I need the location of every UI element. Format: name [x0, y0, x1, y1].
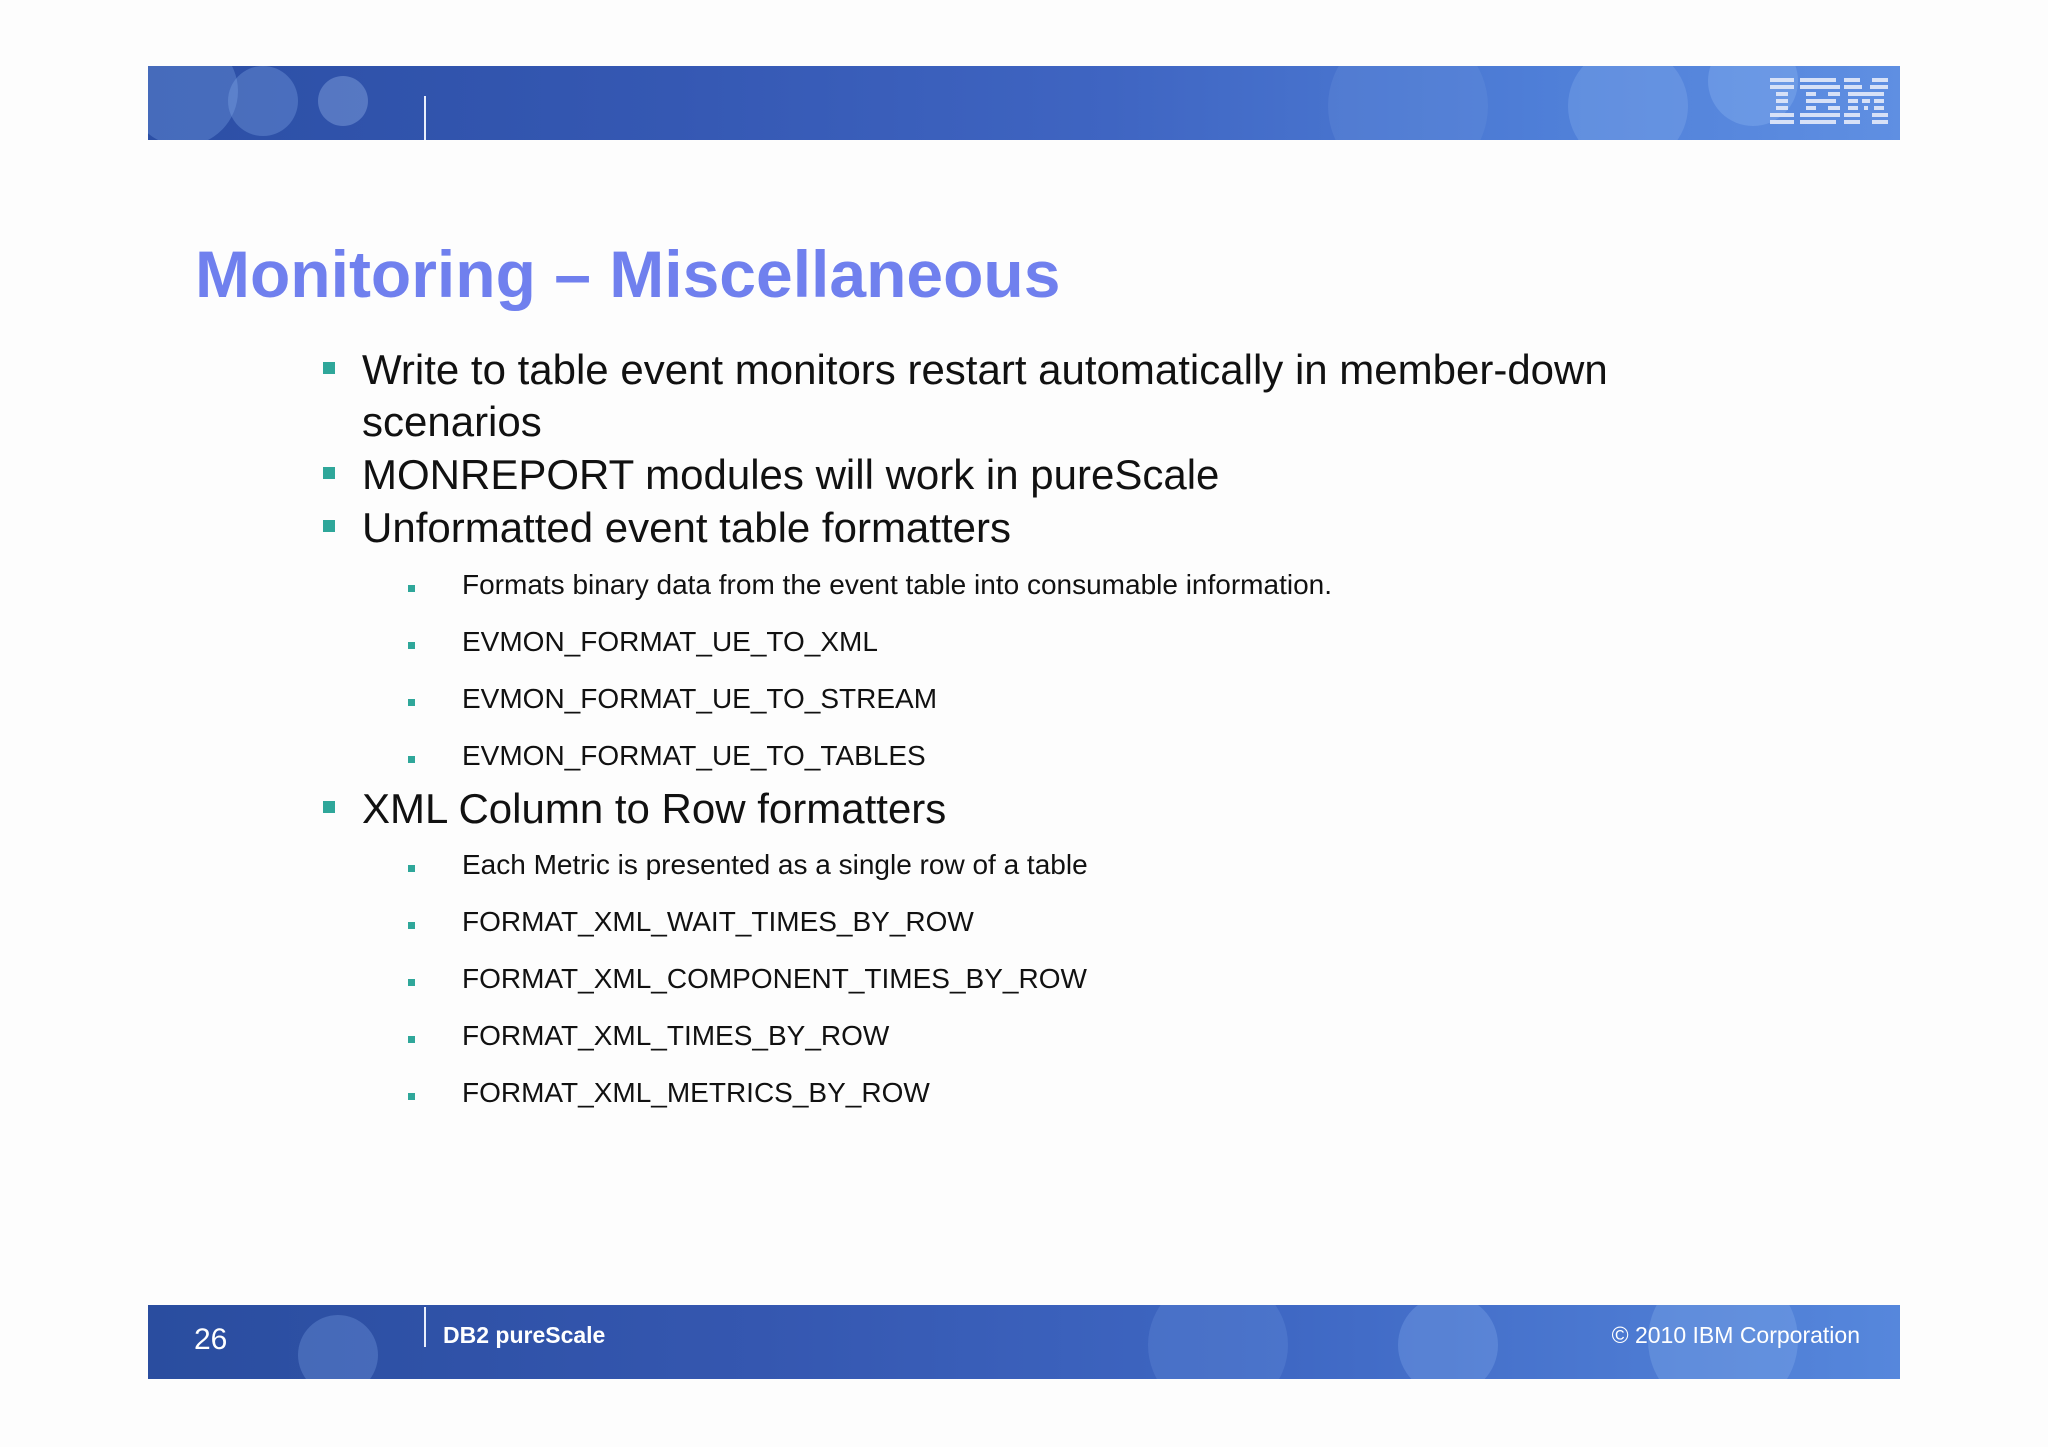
sub-bullet-text: FORMAT_XML_METRICS_BY_ROW [462, 1077, 930, 1108]
decorative-glow [1568, 66, 1688, 140]
sub-bullet-marker-icon [408, 585, 415, 592]
footer-product-label: DB2 pureScale [443, 1322, 606, 1348]
sub-bullet-text: EVMON_FORMAT_UE_TO_XML [462, 626, 878, 657]
decorative-glow [1398, 1305, 1498, 1379]
bullet-text: Unformatted event table formatters [362, 504, 1011, 551]
sub-bullet-text: Each Metric is presented as a single row of a table [462, 849, 1088, 880]
bullet-text: MONREPORT modules will work in pureScale [362, 451, 1220, 498]
sub-bullet-marker-icon [408, 922, 415, 929]
decorative-glow [298, 1315, 378, 1379]
page-number: 26 [194, 1323, 228, 1356]
sub-bullet-marker-icon [408, 756, 415, 763]
bullet-text: XML Column to Row formatters [362, 785, 947, 832]
footer-copyright: © 2010 IBM Corporation [1611, 1322, 1860, 1348]
decorative-glow [228, 66, 298, 136]
sub-bullet-text: FORMAT_XML_COMPONENT_TIMES_BY_ROW [462, 963, 1087, 994]
sub-bullet-text: Formats binary data from the event table into consumable information. [462, 569, 1332, 600]
bullet-marker-icon [323, 467, 335, 479]
sub-bullet-text: EVMON_FORMAT_UE_TO_STREAM [462, 683, 938, 714]
footer-divider [424, 1307, 426, 1347]
bullet-marker-icon [323, 520, 335, 532]
sub-bullet-text: EVMON_FORMAT_UE_TO_TABLES [462, 740, 926, 771]
bullet-marker-icon [323, 362, 335, 374]
decorative-glow [148, 66, 238, 140]
decorative-glow [1148, 1305, 1288, 1379]
sub-bullet-marker-icon [408, 1093, 415, 1100]
sub-bullet-marker-icon [408, 642, 415, 649]
sub-bullet-text: FORMAT_XML_TIMES_BY_ROW [462, 1020, 890, 1051]
sub-bullet-marker-icon [408, 979, 415, 986]
header-band [148, 66, 1900, 140]
sub-bullet-marker-icon [408, 865, 415, 872]
sub-bullet-text: FORMAT_XML_WAIT_TIMES_BY_ROW [462, 906, 974, 937]
decorative-glow [318, 76, 368, 126]
header-divider [424, 96, 426, 140]
slide-title: Monitoring – Miscellaneous [195, 237, 1061, 311]
sub-bullet-marker-icon [408, 699, 415, 706]
sub-bullet-marker-icon [408, 1036, 415, 1043]
footer-band [148, 1305, 1900, 1379]
bullet-text: Write to table event monitors restart automatically in member-down scenarios [362, 346, 1608, 445]
bullet-marker-icon [323, 801, 335, 813]
ibm-logo-icon [1770, 76, 1888, 128]
decorative-glow [1328, 66, 1488, 140]
